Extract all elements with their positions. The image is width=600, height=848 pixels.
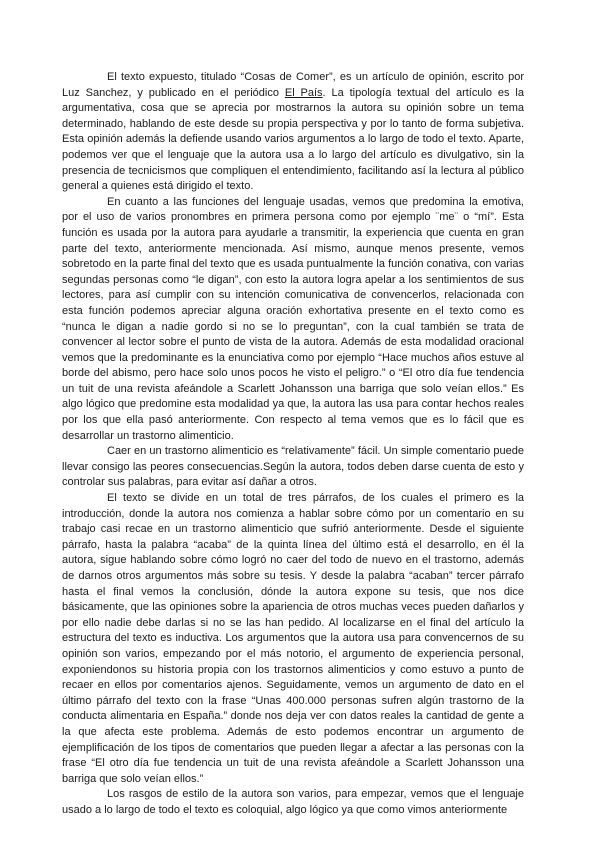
document-page [62,70,524,819]
newspaper-link[interactable]: El País [284,86,323,99]
paragraph-text: . La tipología textual del artículo es la argumentativa, cosa que se aprecia por mostrarnos la autora su opinión sobre un tema determinado, hablando de este desde su propia perspectiva y por lo tanto de forma subjetiva. Esta opinión además la defiende usando varios argumentos a lo largo de todo el texto. Aparte, podemos ver que el lenguaje que la autora usa a lo largo del artículo es divulgativo, sin la presencia de tecnicismos que compliquen el entendimiento, facilitando así la lectura al público general a quienes está dirigido el texto. [62,86,524,193]
paragraph-style: Los rasgos de estilo de la autora son varios, para empezar, vemos que el lenguaje usado a lo largo de todo el texto es coloquial, algo lógico ya que como vimos anteriormente [62,788,524,816]
paragraph-language-functions: En cuanto a las funciones del lenguaje usadas, vemos que predomina la emotiva, por el uso de varios pronombres en primera persona como por ejemplo ¨me¨ o “mí”. Esta función es usada por la autora para ayudarle a transmitir, la experiencia que cuenta en gran parte del texto, anteriormente mencionada. Así mismo, aunque menos presente, vemos sobretodo en la parte final del texto que es usada puntualmente la función conativa, con varias segundas personas como “le digan”, con esto la autora logra apelar a los sentimientos de sus lectores, para así cumplir con su intención comunicativa de convencerlos, relacionada con esta función podemos apreciar alguna oración exhortativa presente en el texto como es “nunca le digan a nadie gordo si no se lo preguntan”, con la cual también se trata de convencer al lector sobre el punto de vista de la autora. Además de esta modalidad oracional vemos que la predominante es la enunciativa como por ejemplo “Hace muchos años estuve al borde del abismo, pero hace solo unos pocos he visto el peligro.” o “El otro día fue tendencia un tuit de una revista afeándole a Scarlett Johansson una barriga que solo veían ellos.” Es algo lógico que predomine esta modalidad ya que, la autora las usa para contar hechos reales por los que ella pasó anteriormente. Con respecto al tema vemos que es lo fácil que es desarrollar un trastorno alimenticio. [62,195,524,442]
paragraph-text: El texto expuesto, titulado “Cosas de Comer”, es un artículo de opinión, escrito por Luz Sanchez, y publicado en el periódico [62,71,524,99]
paragraph-topic: Caer en un trastorno alimenticio es “relativamente” fácil. Un simple comentario puede llevar consigo las peores consecuencias.Según la autora, todos deben darse cuenta de esto y controlar sus palabras, para evitar así dañar a otros. [62,445,524,489]
paragraph-structure: El texto se divide en un total de tres párrafos, de los cuales el primero es la introducción, donde la autora nos comienza a hablar sobre cómo por un comentario en su trabajo casi recae en un trastorno alimenticio que sufrió anteriormente. Desde el siguiente párrafo, hasta la palabra “acaba” de la quinta línea del último está el desarrollo, en él la autora, sigue hablando sobre cómo logró no caer del todo de nuevo en el trastorno, además de darnos otros argumentos más sobre su tesis. Y desde la palabra “acaban” tercer párrafo hasta el final vemos la conclusión, dónde la autora expone su tesis, que nos dice básicamente, que las opiniones sobre la apariencia de otros muchas veces pueden dañarlos y por ello nadie debe darlas si no se las han pedido. Al localizarse en el final del artículo la estructura del texto es inductiva. Los argumentos que la autora usa para convencernos de su opinión son varios, empezando por el más notorio, el argumento de experiencia personal, exponiendonos su historia propia con los trastornos alimenticios y como estuvo a punto de recaer en ellos por comentarios ajenos. Seguidamente, vemos un argumento de dato en el último párrafo del texto con la frase “Unas 400.000 personas sufren algún trastorno de la conducta alimentaria en España.” donde nos deja ver con datos reales la cantidad de gente a la que afecta este problema. Además de esto podemos encontrar un argumento de ejemplificación de los tipos de comentarios que pueden llegar a afectar a las personas con la frase “El otro día fue tendencia un tuit de una revista afeándole a Scarlett Johansson una barriga que solo veían ellos.” [62,492,524,785]
paragraph-introduction [62,70,524,195]
